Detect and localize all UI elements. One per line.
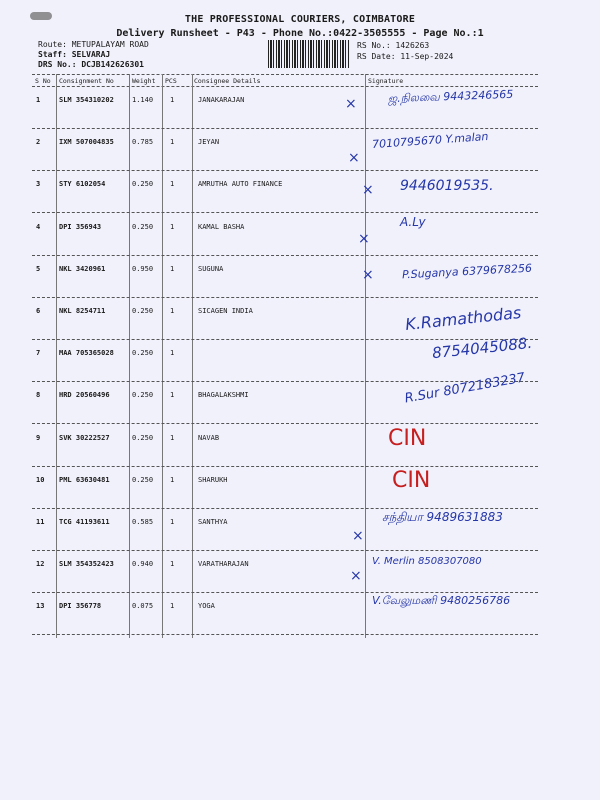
row-sno: 7 (36, 349, 41, 358)
row-signature: K.Ramathodas (404, 302, 523, 335)
row-weight: 0.075 (132, 602, 154, 611)
row-sno: 10 (36, 475, 45, 484)
row-sno: 1 (36, 96, 41, 104)
row-consignee: KAMAL BASHA (198, 222, 245, 231)
row-pcs: 1 (170, 307, 175, 315)
row-consignee: JANAKARAJAN (198, 96, 245, 104)
row-weight: 0.950 (132, 264, 154, 273)
row-pcs: 1 (170, 222, 175, 231)
row-signature: CIN (392, 467, 431, 493)
row-pcs: 1 (170, 138, 175, 147)
column-divider (365, 74, 366, 638)
row-divider (32, 508, 538, 509)
row-consignment-no: IXM 507004835 (59, 138, 114, 147)
row-consignee: SANTHYA (198, 518, 228, 526)
row-consignee: SUGUNA (198, 264, 224, 273)
row-divider (32, 212, 538, 213)
row-divider (32, 128, 538, 129)
row-sno: 6 (36, 307, 41, 315)
staff-label: Staff: SELVARAJ (38, 50, 111, 59)
row-signature: ஜ.நிலவை 9443246565 (387, 87, 514, 106)
row-consignment-no: SVK 30222527 (59, 433, 110, 442)
cross-mark-icon: × (350, 568, 362, 585)
row-signature: CIN (388, 425, 427, 451)
row-sno: 13 (36, 602, 45, 611)
row-signature: R.Sur 8072183237 (403, 370, 527, 407)
row-sno: 9 (36, 433, 41, 442)
row-consignment-no: DPI 356943 (59, 222, 102, 231)
row-weight: 0.250 (132, 307, 154, 315)
row-consignee: SICAGEN INDIA (198, 307, 253, 315)
row-divider (32, 466, 538, 467)
row-consignee: VARATHARAJAN (198, 560, 249, 569)
row-signature: 9446019535. (400, 178, 494, 195)
row-divider (32, 170, 538, 171)
row-weight: 0.250 (132, 391, 154, 400)
row-signature: சந்தியா 9489631883 (382, 510, 503, 524)
col-header-consignee: Consignee Details (194, 77, 261, 85)
row-signature: 7010795670 Y.malan (371, 130, 489, 152)
col-header-sno: S No (35, 77, 51, 85)
row-weight: 1.140 (132, 96, 154, 104)
row-weight: 0.250 (132, 349, 154, 358)
runsheet-subtitle: Delivery Runsheet - P43 - Phone No.:0422-3505555 - Page No.:1 (116, 28, 484, 39)
row-pcs: 1 (170, 180, 175, 189)
row-divider (32, 550, 538, 551)
row-sno: 11 (36, 518, 45, 526)
row-divider (32, 255, 538, 256)
cross-mark-icon: × (352, 528, 364, 544)
cross-mark-icon: × (362, 266, 374, 283)
row-weight: 0.250 (132, 222, 154, 231)
row-consignee: YOGA (198, 602, 215, 611)
row-pcs: 1 (170, 96, 175, 104)
row-signature: A.Ly (400, 214, 426, 229)
cross-mark-icon: × (348, 150, 360, 167)
row-divider (32, 339, 538, 340)
row-signature: V. Merlin 8508307080 (372, 556, 482, 568)
col-header-weight: Weight (132, 77, 156, 85)
row-consignment-no: SLM 354310202 (59, 96, 114, 104)
header-bottom-rule (32, 86, 538, 87)
row-pcs: 1 (170, 602, 175, 611)
row-sno: 3 (36, 180, 41, 189)
header-top-rule (32, 74, 538, 75)
row-consignee: SHARUKH (198, 475, 228, 484)
row-weight: 0.585 (132, 518, 154, 526)
row-signature: P.Suganya 6379678256 (401, 261, 533, 282)
row-consignment-no: PML 63630481 (59, 475, 110, 484)
row-consignment-no: MAA 705365028 (59, 349, 114, 358)
row-sno: 2 (36, 138, 41, 147)
column-divider (129, 74, 130, 638)
row-sno: 4 (36, 222, 41, 231)
row-sno: 8 (36, 391, 41, 400)
row-pcs: 1 (170, 349, 175, 358)
row-weight: 0.250 (132, 433, 154, 442)
row-pcs: 1 (170, 518, 175, 526)
row-signature: 8754045088. (431, 333, 533, 363)
row-divider (32, 423, 538, 424)
cross-mark-icon: × (358, 230, 370, 247)
row-consignment-no: TCG 41193611 (59, 518, 110, 526)
row-divider (32, 297, 538, 298)
row-weight: 0.250 (132, 180, 154, 189)
row-consignment-no: DPI 356778 (59, 602, 102, 611)
column-divider (162, 74, 163, 638)
row-pcs: 1 (170, 264, 175, 273)
row-consignment-no: NKL 8254711 (59, 307, 106, 315)
row-pcs: 1 (170, 560, 175, 569)
drs-number: DRS No.: DCJB142626301 (38, 60, 144, 69)
row-sno: 5 (36, 264, 41, 273)
row-divider (32, 592, 538, 593)
col-header-signature: Signature (368, 77, 404, 85)
cross-mark-icon: × (345, 96, 357, 112)
row-pcs: 1 (170, 475, 175, 484)
company-title: THE PROFESSIONAL COURIERS, COIMBATORE (184, 14, 416, 25)
row-consignee: BHAGALAKSHMI (198, 391, 249, 400)
column-divider (192, 74, 193, 638)
row-weight: 0.785 (132, 138, 154, 147)
row-pcs: 1 (170, 433, 175, 442)
col-header-pcs: PCS (165, 77, 177, 85)
row-consignment-no: STY 6102054 (59, 180, 106, 189)
cross-mark-icon: × (362, 182, 374, 199)
col-header-consignment: Consignment No (59, 77, 114, 85)
row-pcs: 1 (170, 391, 175, 400)
route-label: Route: METUPALAYAM ROAD (38, 40, 149, 49)
row-consignee: AMRUTHA AUTO FINANCE (198, 180, 283, 189)
rs-date: RS Date: 11-Sep-2024 (357, 52, 454, 61)
row-consignment-no: HRD 20560496 (59, 391, 110, 400)
row-weight: 0.940 (132, 560, 154, 569)
row-consignee: NAVAB (198, 433, 220, 442)
row-consignment-no: NKL 3420961 (59, 264, 106, 273)
row-consignment-no: SLM 354352423 (59, 560, 114, 569)
row-signature: V.வேலுமணி 9480256786 (372, 594, 511, 608)
row-weight: 0.250 (132, 475, 154, 484)
rs-number: RS No.: 1426263 (357, 41, 430, 50)
row-divider (32, 634, 538, 635)
column-divider (56, 74, 57, 638)
barcode (268, 40, 350, 68)
row-consignee: JEYAN (198, 138, 220, 147)
row-sno: 12 (36, 560, 45, 569)
